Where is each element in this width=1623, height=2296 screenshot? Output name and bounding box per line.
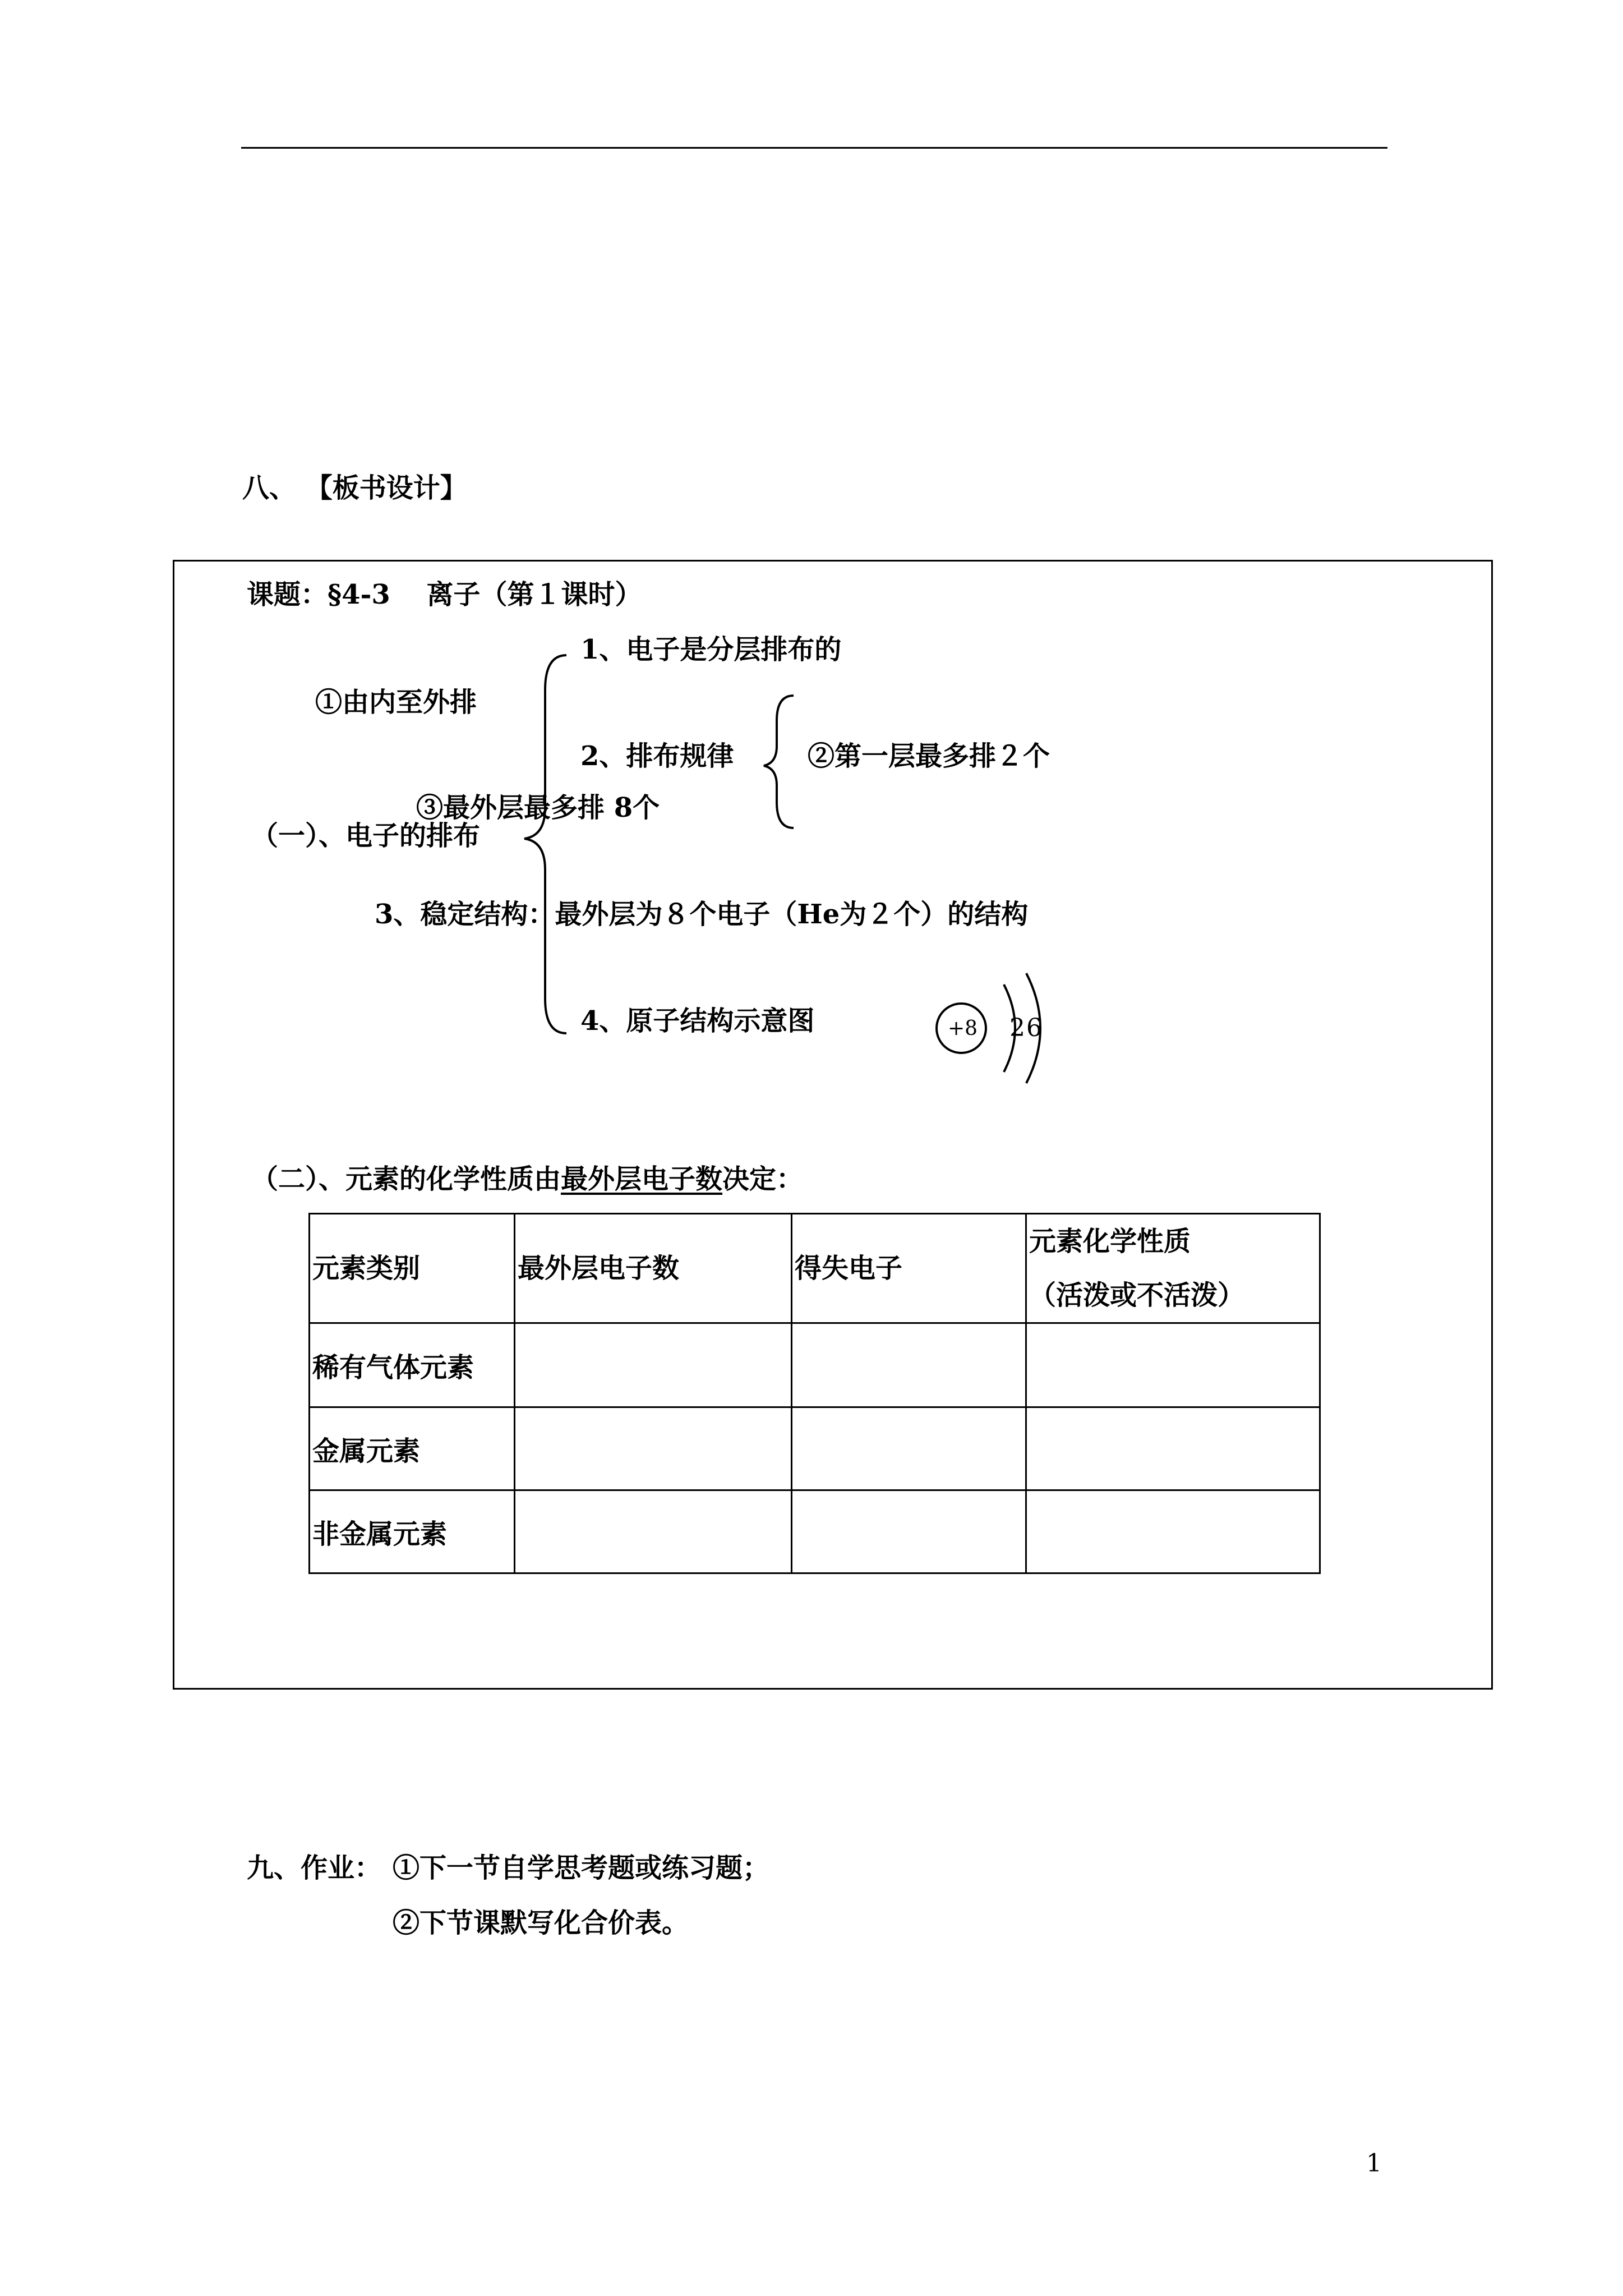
- item-3: 3、稳定结构：最外层为８个电子（He为２个）的结构: [375, 899, 1029, 930]
- table-row: [310, 1490, 1320, 1573]
- header-cell: 元素类别: [310, 1214, 515, 1323]
- rule-brace: [764, 696, 794, 828]
- empty-cell: [515, 1490, 792, 1573]
- part-1-label: （一）、电子的排布: [251, 820, 481, 852]
- rule-2: ②第一层最多排２个: [808, 740, 1050, 772]
- empty-cell: [515, 1323, 792, 1407]
- header-cell: 得失电子: [792, 1214, 1026, 1323]
- element-table-wrapper: [308, 1213, 1321, 1574]
- header-property-line-2: （活泼或不活泼）: [1029, 1280, 1245, 1311]
- shell-2-count: 6: [1026, 1014, 1042, 1042]
- empty-cell: [792, 1323, 1026, 1407]
- element-properties-table: [308, 1213, 1321, 1574]
- section-8-heading: 八、 【板书设计】: [242, 472, 467, 504]
- table-row: [310, 1323, 1320, 1407]
- section-9-label: 九、作业：: [247, 1852, 382, 1884]
- part-2-suffix: 决定：: [722, 1163, 804, 1195]
- main-brace: [524, 655, 566, 1033]
- page-number: 1: [1366, 2149, 1382, 2178]
- empty-cell: [1026, 1323, 1320, 1407]
- empty-cell: [1026, 1407, 1320, 1490]
- part-2-underlined: 最外层电子数: [561, 1163, 723, 1195]
- header-property-line-1: 元素化学性质: [1029, 1226, 1191, 1257]
- empty-cell: [1026, 1490, 1320, 1573]
- nucleus-charge: +8: [948, 1017, 978, 1040]
- item-1: 1、电子是分层排布的: [580, 634, 842, 665]
- item-2: 2、排布规律: [580, 740, 734, 772]
- homework-item-1: ①下一节自学思考题或练习题；: [393, 1852, 770, 1884]
- lesson-topic: 课题：§4-3 离子（第１课时）: [247, 579, 642, 610]
- empty-cell: [792, 1407, 1026, 1490]
- table-header-row: [310, 1214, 1320, 1323]
- part-2-heading: [251, 1162, 803, 1196]
- header-cell-property: [1026, 1214, 1320, 1323]
- part-2-prefix: （二）、元素的化学性质由: [251, 1163, 561, 1195]
- table-row: [310, 1407, 1320, 1490]
- item-4: 4、原子结构示意图: [580, 1005, 815, 1037]
- empty-cell: [792, 1490, 1026, 1573]
- header-cell: 最外层电子数: [515, 1214, 792, 1323]
- category-cell: 金属元素: [310, 1407, 515, 1490]
- empty-cell: [515, 1407, 792, 1490]
- rule-3: ③最外层最多排 8个: [416, 792, 660, 823]
- homework-item-2: ②下节课默写化合价表。: [393, 1907, 689, 1939]
- rule-1: ①由内至外排: [315, 687, 477, 718]
- category-cell: 非金属元素: [310, 1490, 515, 1573]
- category-cell: 稀有气体元素: [310, 1323, 515, 1407]
- shell-1-count: 2: [1009, 1014, 1025, 1042]
